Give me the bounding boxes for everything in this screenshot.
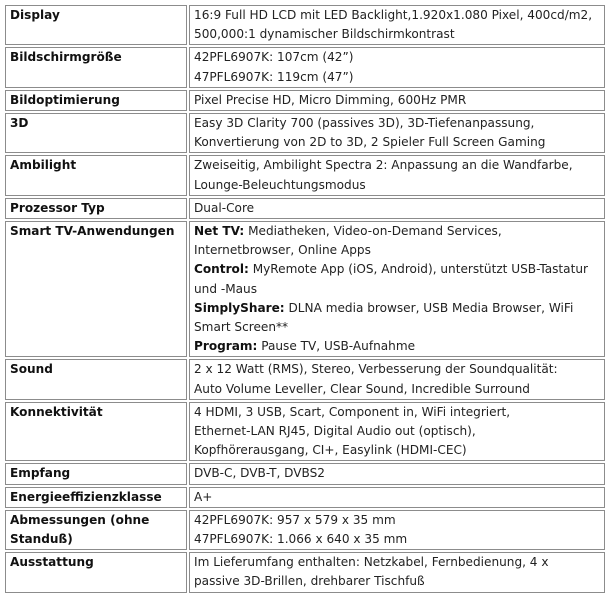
row-value-display (189, 5, 605, 45)
row-label-sound (5, 359, 187, 399)
spec-table-wrapper (3, 3, 607, 595)
value-line: und -Maus (194, 281, 258, 296)
value-line: passive 3D-Brillen, drehbarer Tischfuß (194, 574, 425, 589)
row-label-3d (5, 113, 187, 153)
value-line: Kopfhörerausgang, CI+, Easylink (HDMI-CEC) (194, 443, 467, 458)
control-label: Control: (194, 262, 249, 277)
row-value-energy-class (189, 487, 605, 508)
table-row (5, 487, 605, 508)
value-line: 4 HDMI, 3 USB, Scart, Component in, WiFi integriert, (194, 404, 511, 419)
row-value-3d (189, 113, 605, 153)
value-line: Dual-Core (194, 200, 255, 215)
label-text: Display (10, 8, 60, 22)
value-line: DVB-C, DVB-T, DVBS2 (194, 466, 325, 481)
table-row (5, 47, 605, 87)
label-text: Bildschirmgröße (10, 50, 122, 65)
row-label-display (5, 5, 187, 45)
value-line: Konvertierung von 2D to 3D, 2 Spieler Full Screen Gaming (194, 135, 546, 150)
simplyshare-label: SimplyShare: (194, 300, 285, 315)
label-text: Ambilight (10, 158, 77, 173)
value-line (194, 222, 600, 241)
value-line: 42PFL6907K: 957 x 579 x 35 mm (194, 512, 396, 527)
value-line: Lounge-Beleuchtungsmodus (194, 177, 366, 192)
label-text: Prozessor Typ (10, 200, 105, 215)
row-value-processor (189, 198, 605, 219)
value-line: Auto Volume Leveller, Clear Sound, Incredible Surround (194, 381, 530, 396)
value-line: 42PFL6907K: 107cm (42”) (194, 50, 354, 65)
label-text: Abmessungen (ohne (10, 512, 150, 527)
simplyshare-text: DLNA media browser, USB Media Browser, WiFi (284, 300, 574, 315)
value-line: Easy 3D Clarity 700 (passives 3D), 3D-Tiefenanpassung, (194, 116, 535, 131)
value-line: Ethernet-LAN RJ45, Digital Audio out (optisch), (194, 424, 476, 439)
table-row (5, 221, 605, 357)
value-line: 47PFL6907K: 1.066 x 640 x 35 mm (194, 532, 408, 547)
net-tv-label: Net TV: (194, 224, 245, 239)
table-row (5, 198, 605, 219)
table-row (5, 463, 605, 484)
value-line (194, 260, 600, 279)
value-line: Internetbrowser, Online Apps (194, 243, 371, 258)
value-line: 16:9 Full HD LCD mit LED Backlight,1.920x1.080 Pixel, 400cd/m2, (194, 8, 593, 22)
value-line: 500,000:1 dynamischer Bildschirmkontrast (194, 27, 455, 42)
row-value-image-optimization (189, 90, 605, 111)
row-label-dimensions (5, 510, 187, 550)
label-text: Empfang (10, 466, 71, 481)
table-row (5, 359, 605, 399)
label-text: Standuß) (10, 532, 73, 547)
row-label-equipment (5, 552, 187, 592)
row-value-equipment (189, 552, 605, 592)
label-text: 3D (10, 116, 29, 131)
label-text: Konnektivität (10, 404, 103, 419)
value-line (194, 337, 600, 356)
row-label-reception (5, 463, 187, 484)
control-text: MyRemote App (iOS, Android), unterstützt USB-Tastatur (248, 262, 588, 277)
row-value-smart-tv (189, 221, 605, 357)
value-line: A+ (194, 489, 213, 504)
value-line: Smart Screen** (194, 320, 289, 335)
row-label-processor (5, 198, 187, 219)
table-row (5, 155, 605, 195)
row-value-reception (189, 463, 605, 484)
row-label-ambilight (5, 155, 187, 195)
row-label-connectivity (5, 402, 187, 462)
value-line (194, 299, 600, 318)
table-row (5, 113, 605, 153)
row-value-ambilight (189, 155, 605, 195)
value-line: Im Lieferumfang enthalten: Netzkabel, Fernbedienung, 4 x (194, 555, 549, 570)
net-tv-text: Mediatheken, Video-on-Demand Services, (244, 224, 502, 239)
row-label-image-optimization (5, 90, 187, 111)
row-value-connectivity (189, 402, 605, 462)
table-row (5, 510, 605, 550)
label-text: Bildoptimierung (10, 92, 120, 107)
row-label-screen-size (5, 47, 187, 87)
label-text: Ausstattung (10, 555, 94, 570)
row-label-energy-class (5, 487, 187, 508)
row-value-dimensions (189, 510, 605, 550)
label-text: Energieeffizienzklasse (10, 489, 162, 504)
table-row (5, 402, 605, 462)
label-text: Smart TV-Anwendungen (10, 224, 175, 239)
program-text: Pause TV, USB-Aufnahme (257, 339, 416, 354)
table-row (5, 552, 605, 592)
value-line: 47PFL6907K: 119cm (47”) (194, 69, 354, 84)
table-row (5, 90, 605, 111)
table-row (5, 5, 605, 45)
program-label: Program: (194, 339, 258, 354)
value-line: Zweiseitig, Ambilight Spectra 2: Anpassung an die Wandfarbe, (194, 158, 573, 173)
row-value-screen-size (189, 47, 605, 87)
spec-table (3, 3, 607, 595)
row-label-smart-tv (5, 221, 187, 357)
value-line: 2 x 12 Watt (RMS), Stereo, Verbesserung der Soundqualität: (194, 362, 558, 377)
label-text: Sound (10, 362, 53, 377)
value-line: Pixel Precise HD, Micro Dimming, 600Hz PMR (194, 92, 467, 107)
row-value-sound (189, 359, 605, 399)
